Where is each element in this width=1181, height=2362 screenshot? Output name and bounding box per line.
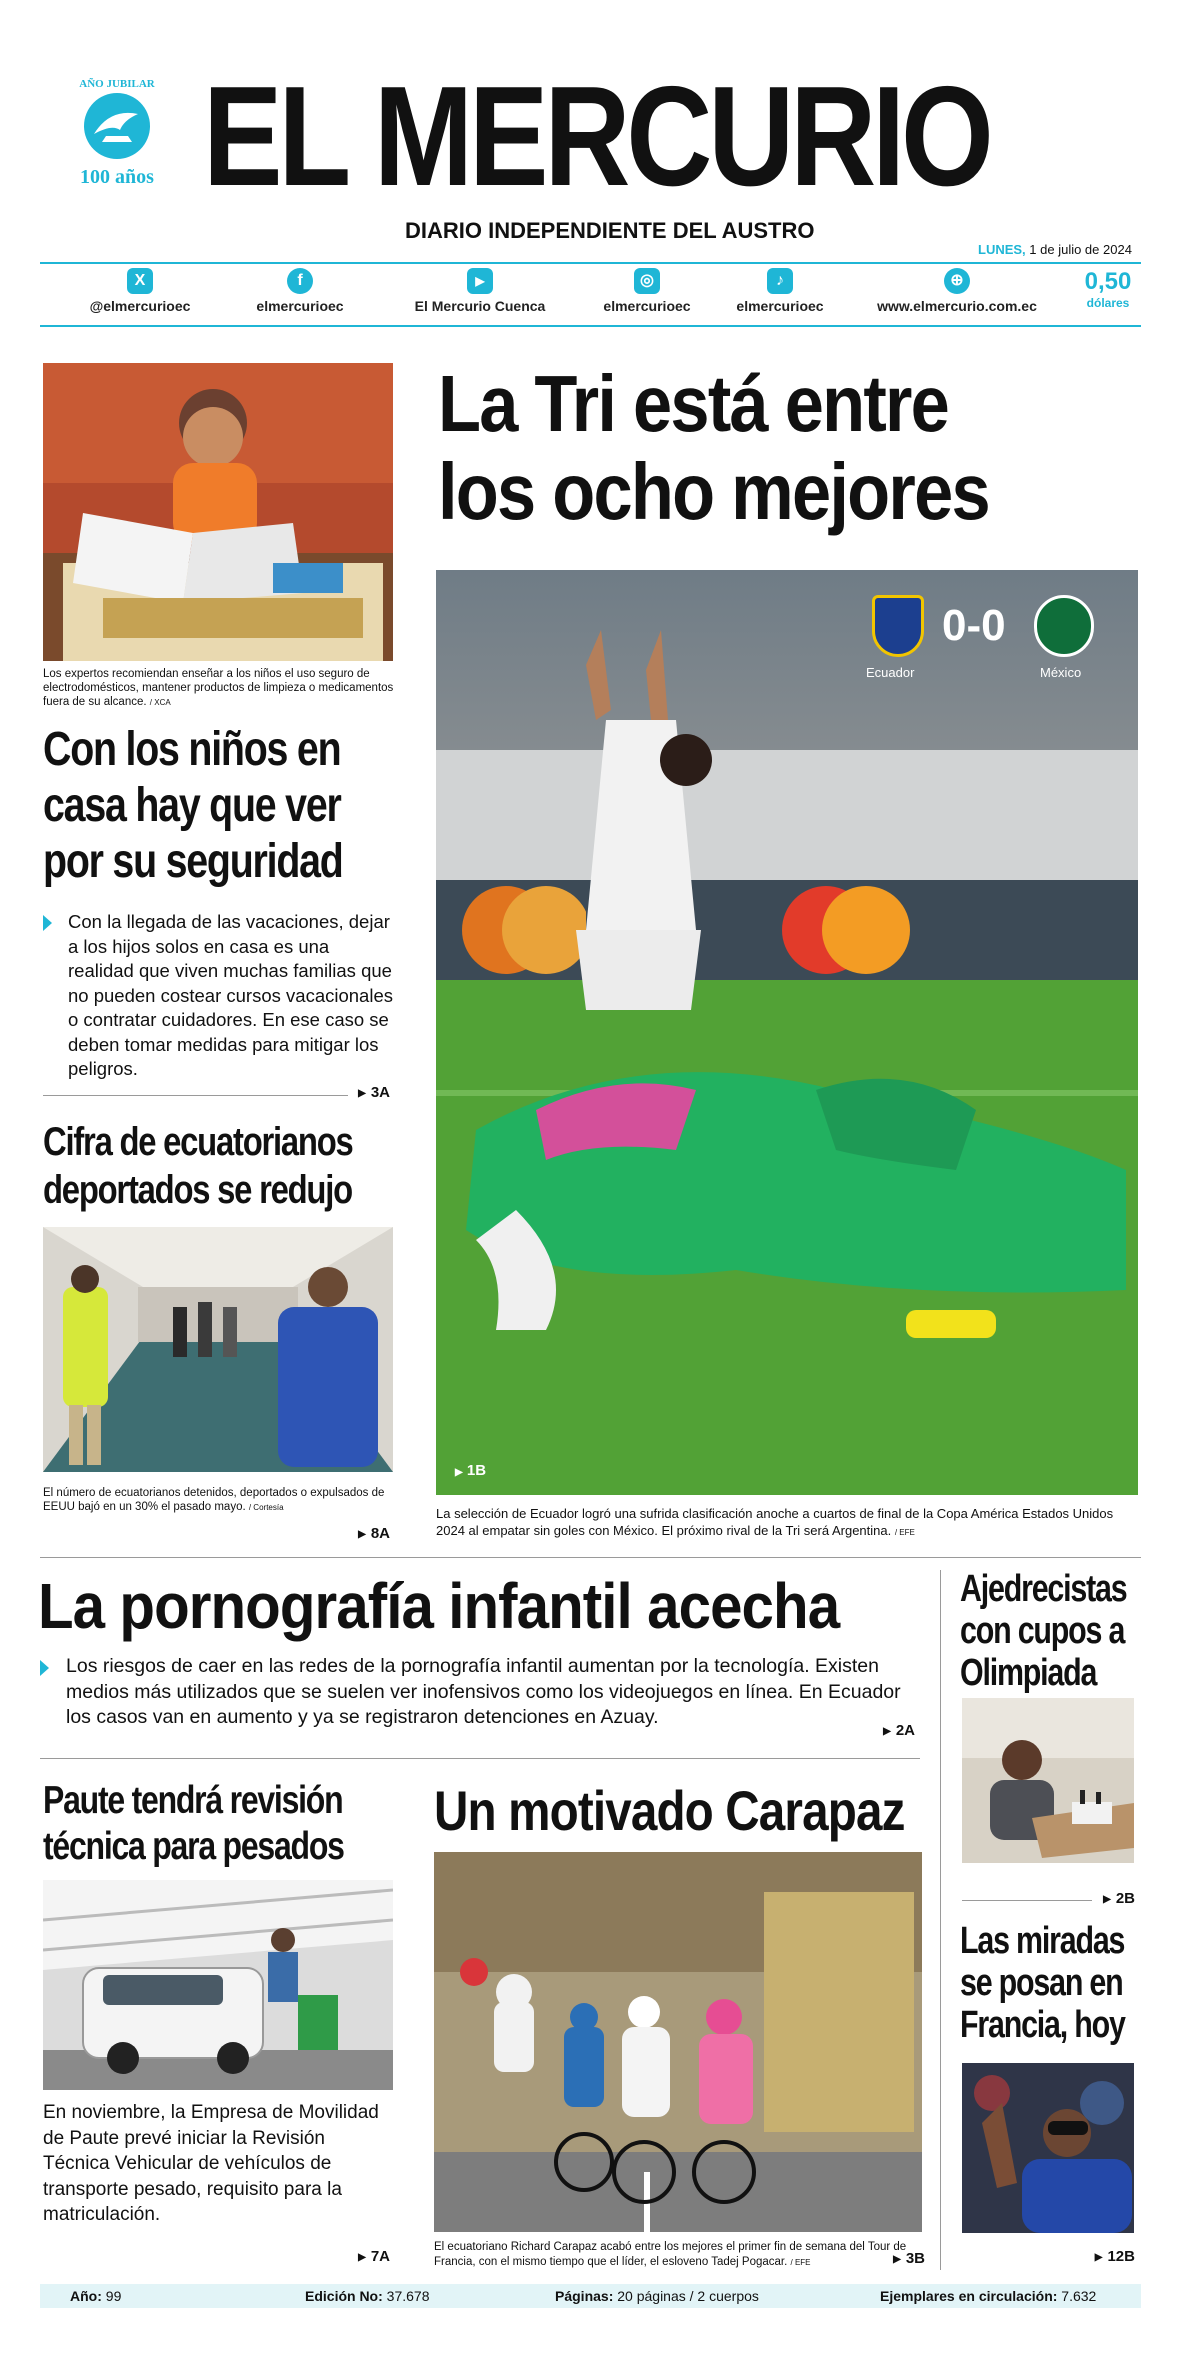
masthead-rule-bottom xyxy=(40,325,1141,327)
porn-bullet-icon xyxy=(40,1660,49,1676)
paute-ref[interactable]: ▶ 7A xyxy=(325,2248,390,2265)
carapaz-caption xyxy=(434,2240,914,2270)
footer-year-value: 99 xyxy=(105,2288,122,2304)
right-column-rule xyxy=(940,1570,941,2270)
lead-photo-ref-text: 1B xyxy=(466,1462,487,1479)
deportees-caption xyxy=(43,1486,395,1515)
france-headline-line3: Francia, hoy xyxy=(960,2004,1125,2046)
footer-edition-value: 37.678 xyxy=(386,2288,430,2304)
social-facebook[interactable] xyxy=(225,268,375,314)
social-instagram[interactable] xyxy=(572,268,722,314)
chess-photo xyxy=(962,1698,1134,1863)
footer-year xyxy=(70,2284,121,2308)
footer-edition xyxy=(305,2284,430,2308)
lead-headline-line1: La Tri está entre xyxy=(438,359,949,448)
kids-bullet-icon xyxy=(43,915,52,931)
lead-photo-illustration xyxy=(436,570,1138,1495)
kids-headline-line3: por su seguridad xyxy=(43,835,343,888)
lead-headline-line2: los ocho mejores xyxy=(438,447,989,536)
scoreboard xyxy=(866,595,1102,685)
lead-caption xyxy=(436,1505,1138,1541)
france-headline xyxy=(960,1920,1125,2046)
facebook-icon: f xyxy=(287,268,313,294)
deportees-headline xyxy=(43,1118,353,1214)
team-away: México xyxy=(1040,665,1082,680)
tiktok-icon: ♪ xyxy=(767,268,793,294)
footer-edition-label: Edición No: xyxy=(305,2288,383,2304)
deportees-headline-line1: Cifra de ecuatorianos xyxy=(43,1120,353,1164)
social-x[interactable] xyxy=(65,268,215,314)
kids-ref[interactable]: ▶ 3A xyxy=(330,1084,390,1101)
price-value: 0,50 xyxy=(1084,268,1132,295)
paute-headline-line1: Paute tendrá revisión xyxy=(43,1779,343,1822)
deportees-caption-text: El número de ecuatorianos detenidos, deportados o expulsados de EEUU bajó en un 30% el pasado mayo. xyxy=(43,1487,385,1513)
edition-date-day: LUNES, xyxy=(978,242,1026,257)
team-home: Ecuador xyxy=(866,665,915,680)
kids-headline-line1: Con los niños en xyxy=(43,723,341,776)
edition-date-rest: 1 de julio de 2024 xyxy=(1025,242,1132,257)
masthead-subtitle: DIARIO INDEPENDIENTE DEL AUSTRO xyxy=(405,218,815,243)
carapaz-headline: Un motivado Carapaz xyxy=(434,1779,905,1842)
france-headline-line1: Las miradas xyxy=(960,1920,1125,1962)
paute-body: En noviembre, la Empresa de Movilidad de Paute prevé iniciar la Revisión Técnica Vehicular de vehículos de transporte pesado, requisito para la matriculación. xyxy=(43,2102,379,2225)
porn-rule xyxy=(40,1758,920,1759)
chess-headline xyxy=(960,1568,1126,1694)
social-tiktok-label: elmercurioec xyxy=(736,298,824,314)
ecuador-crest-icon xyxy=(872,595,924,657)
chess-rule xyxy=(962,1900,1092,1901)
price-unit: dólares xyxy=(1086,296,1130,310)
deportees-ref[interactable]: ▶ 8A xyxy=(330,1525,390,1542)
jubilee-emblem-icon xyxy=(72,90,162,162)
paute-headline xyxy=(43,1778,344,1870)
deportees-headline-line2: deportados se redujo xyxy=(43,1168,352,1212)
social-facebook-label: elmercurioec xyxy=(256,298,344,314)
deportees-photo-illustration xyxy=(43,1227,393,1472)
footer-bar xyxy=(40,2284,1141,2308)
lead-caption-text: La selección de Ecuador logró una sufrida clasificación anoche a cuartos de final de la Copa América Estados Unidos 2024 al empatar sin goles con México. El próximo rival de la Tri será Argentina. xyxy=(436,1506,1114,1538)
footer-copies xyxy=(880,2284,1096,2308)
price xyxy=(1078,268,1138,310)
mexico-crest-icon xyxy=(1034,595,1094,657)
social-website[interactable] xyxy=(862,268,1052,314)
chess-headline-line2: con cupos a xyxy=(960,1610,1125,1652)
lead-headline xyxy=(438,360,1138,536)
paute-photo-illustration xyxy=(43,1880,393,2090)
carapaz-photo-illustration xyxy=(434,1852,922,2232)
kids-photo-source: / XCA xyxy=(149,698,171,707)
masthead-rule-top xyxy=(40,262,1141,264)
chess-headline-line3: Olimpiada xyxy=(960,1652,1097,1694)
jubilee-logo xyxy=(72,78,162,208)
france-photo-illustration xyxy=(962,2063,1134,2233)
social-instagram-label: elmercurioec xyxy=(603,298,691,314)
instagram-icon: ◎ xyxy=(634,268,660,294)
social-youtube-label: El Mercurio Cuenca xyxy=(414,298,546,314)
footer-pages xyxy=(555,2284,759,2308)
lead-photo xyxy=(436,570,1138,1495)
score: 0-0 xyxy=(942,601,1006,650)
lead-caption-source: / EFE xyxy=(894,1528,915,1537)
chess-photo-illustration xyxy=(962,1698,1134,1863)
carapaz-source: / EFE xyxy=(790,2258,811,2267)
france-headline-line2: se posan en xyxy=(960,1962,1123,2004)
social-tiktok[interactable] xyxy=(705,268,855,314)
edition-date xyxy=(978,242,1132,257)
chess-headline-line1: Ajedrecistas xyxy=(960,1568,1127,1610)
footer-copies-label: Ejemplares en circulación: xyxy=(880,2288,1058,2304)
kids-photo-caption xyxy=(43,667,395,710)
jubilee-years: 100 años xyxy=(80,166,154,188)
kids-headline-line2: casa hay que ver xyxy=(43,779,341,832)
footer-copies-value: 7.632 xyxy=(1061,2288,1097,2304)
kids-photo-illustration xyxy=(43,363,393,661)
kids-rule xyxy=(43,1095,348,1096)
lead-photo-ref[interactable] xyxy=(455,1462,486,1479)
footer-pages-value: 20 páginas / 2 cuerpos xyxy=(617,2288,759,2304)
kids-body: Con la llegada de las vacaciones, dejar a los hijos solos en casa es una realidad que viven muchas familias que no pueden costear cursos vacacionales o contratar cuidadores. En ese caso se deben tomar medidas para mitigar los peligros. xyxy=(68,911,393,1079)
porn-headline: La pornografía infantil acecha xyxy=(38,1570,840,1642)
kids-photo xyxy=(43,363,393,661)
porn-ref[interactable]: ▶ 2A xyxy=(855,1722,915,1739)
paute-photo xyxy=(43,1880,393,2090)
masthead-title: EL MERCURIO xyxy=(203,57,990,216)
carapaz-photo xyxy=(434,1852,922,2232)
deportees-source: / Cortesía xyxy=(248,1503,284,1512)
jubilee-top-text: AÑO JUBILAR xyxy=(79,78,155,90)
social-x-label: @elmercurioec xyxy=(89,298,191,314)
footer-year-label: Año: xyxy=(70,2288,102,2304)
porn-body: Los riesgos de caer en las redes de la pornografía infantil aumentan por la tecnología. Existen medios más utilizados que se suelen ver inofensivos como los videojuegos en línea. En Ecuador los casos van en aumento y ya se registraron detenciones en Azuay. xyxy=(66,1655,901,1728)
kids-headline xyxy=(43,722,343,890)
youtube-icon: ▶ xyxy=(467,268,493,294)
carapaz-ref[interactable]: ▶ 3B xyxy=(860,2250,925,2267)
footer-pages-label: Páginas: xyxy=(555,2288,614,2304)
france-ref[interactable]: ▶ 12B xyxy=(1065,2248,1135,2265)
web-globe-icon: ⊕ xyxy=(944,268,970,294)
kids-photo-caption-text: Los expertos recomiendan enseñar a los niños el uso seguro de electrodomésticos, mantener productos de limpieza o medicamentos fuera de su alcance. xyxy=(43,668,394,708)
lead-photo-ref-arrow-icon: ▶ xyxy=(455,1467,463,1478)
social-website-label: www.elmercurio.com.ec xyxy=(877,298,1037,314)
x-icon: X xyxy=(127,268,153,294)
section-divider xyxy=(40,1557,1141,1558)
france-photo xyxy=(962,2063,1134,2233)
paute-headline-line2: técnica para pesados xyxy=(43,1825,344,1868)
carapaz-caption-text: El ecuatoriano Richard Carapaz acabó entre los mejores el primer fin de semana del Tour de Francia, con el mismo tiempo que el líder, el esloveno Tadej Pogacar. xyxy=(434,2241,907,2268)
deportees-photo xyxy=(43,1227,393,1472)
chess-ref[interactable]: ▶ 2B xyxy=(1075,1890,1135,1907)
social-youtube[interactable] xyxy=(395,268,565,314)
